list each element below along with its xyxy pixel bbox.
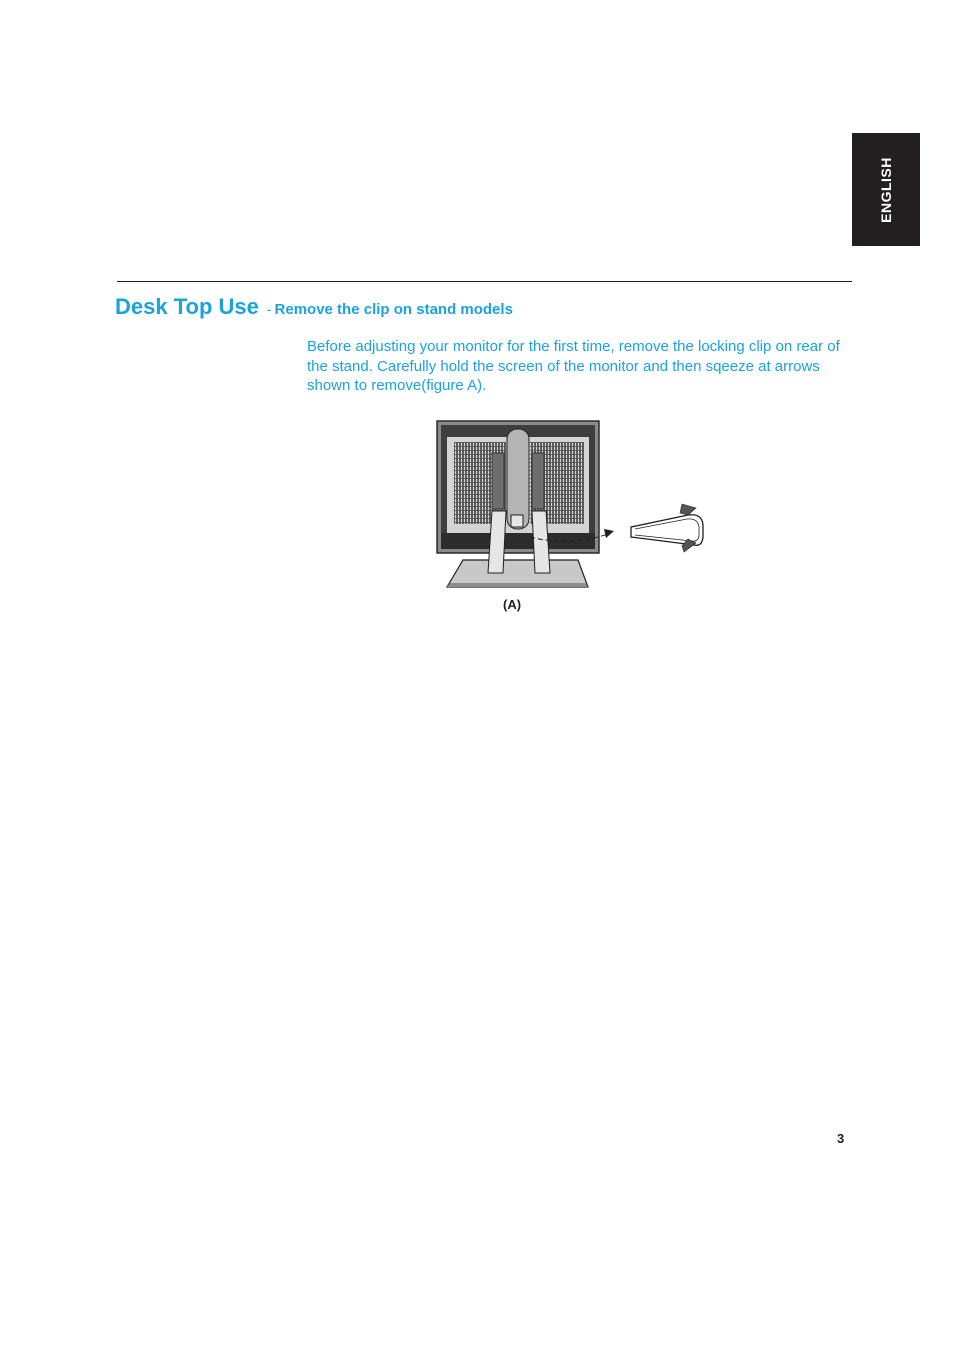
figure-a-illustration [430, 415, 720, 600]
squeeze-arrow-top-icon [680, 504, 696, 515]
stand-neck [507, 429, 529, 529]
stand-base [447, 560, 588, 587]
language-tab-label: ENGLISH [878, 156, 894, 223]
section-divider [117, 281, 852, 282]
monitor-rear-clip-illustration [430, 415, 720, 595]
section-title: Desk Top Use [115, 294, 259, 319]
language-tab [852, 133, 920, 246]
stand-locking-clip [511, 515, 523, 527]
instruction-paragraph: Before adjusting your monitor for the first time, remove the locking clip on rear of the stand. Carefully hold the screen of the monitor and then sqeeze at arrows shown to remove(figure A). [307, 338, 840, 394]
removal-arrow-icon [604, 529, 614, 538]
section-heading [115, 294, 513, 320]
section-separator: - [266, 301, 272, 317]
section-subtitle: Remove the clip on stand models [274, 301, 513, 318]
page-number: 3 [837, 1131, 845, 1146]
figure-caption: (A) [503, 597, 522, 612]
